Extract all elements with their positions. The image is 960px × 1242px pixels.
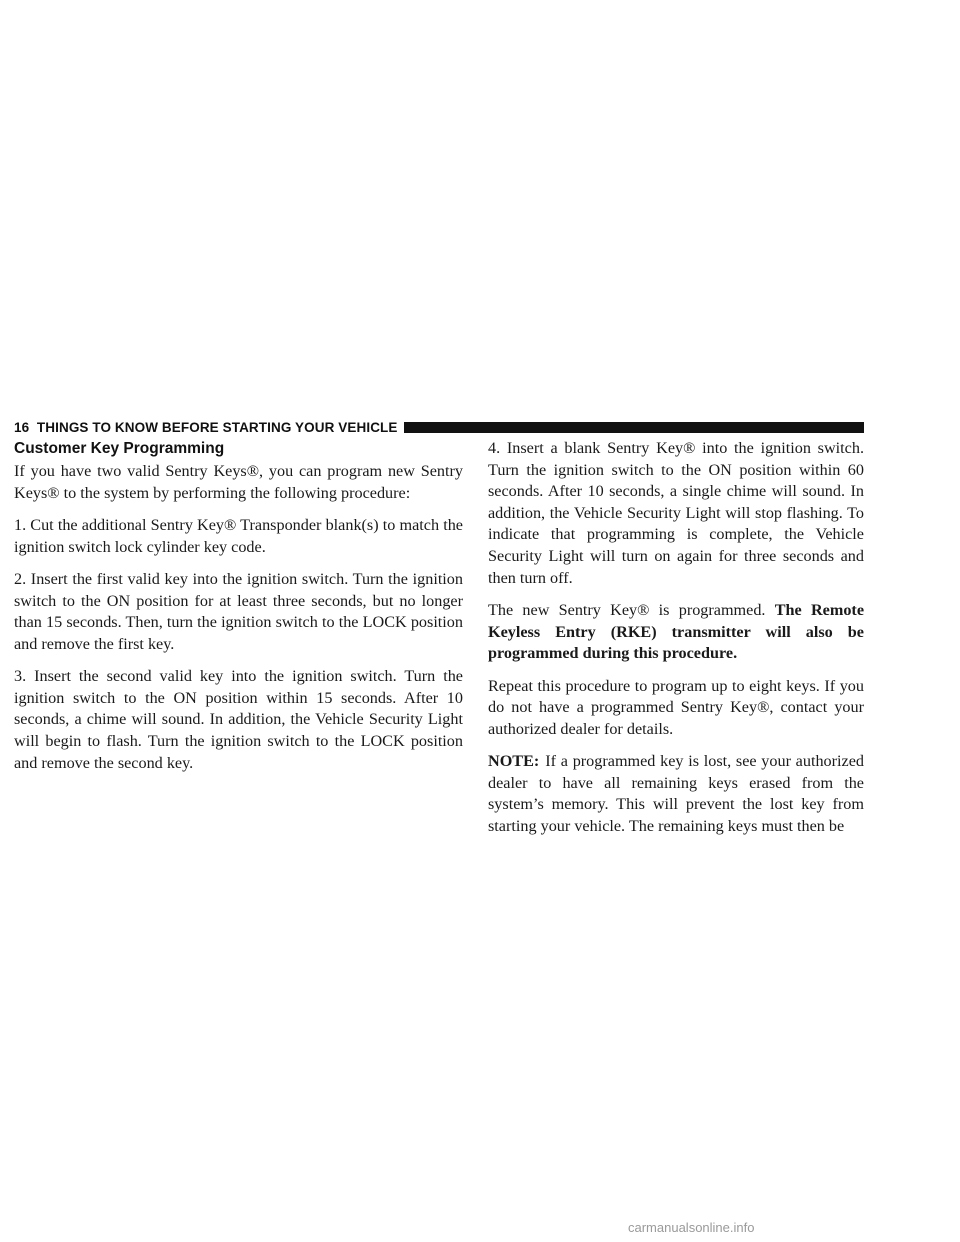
header-rule bbox=[404, 422, 865, 433]
note-text: If a programmed key is lost, see your authorized dealer to have all remaining keys erased from the system’s memory. This will prevent the lost key from starting your vehicle. The remaining keys must then be bbox=[488, 752, 864, 835]
running-header bbox=[14, 417, 864, 437]
intro-paragraph: If you have two valid Sentry Keys®, you can program new Sentry Keys® to the system by performing the following procedure: bbox=[14, 462, 463, 502]
section-title: Customer Key Programming bbox=[14, 440, 225, 457]
step-1: 1. Cut the additional Sentry Key® Transponder blank(s) to match the ignition switch lock cylinder key code. bbox=[14, 515, 463, 556]
right-column bbox=[488, 438, 864, 848]
rke-warning: The Remote Keyless Entry (RKE) transmitter will also be programmed during this procedure. bbox=[488, 600, 864, 663]
step-4: 4. Insert a blank Sentry Key® into the ignition switch. Turn the ignition switch to the ON position within 60 seconds. After 10 seconds, a single chime will sound. In addition, the Vehicle Security Light will stop flashing. To indicate that programming is complete, the Vehicle Security Light will turn on again for three seconds and then turn off. bbox=[488, 439, 864, 587]
programmed-text: The new Sentry Key® is programmed. bbox=[488, 600, 775, 619]
note-paragraph bbox=[488, 751, 864, 837]
step-2: 2. Insert the first valid key into the ignition switch. Turn the ignition switch to the ON position for at least three seconds, but no longer than 15 seconds. Then, turn the ignition switch to the LOCK position and remove the first key. bbox=[14, 569, 463, 653]
note-label: NOTE: bbox=[488, 752, 540, 771]
page-number: 16 bbox=[14, 419, 30, 435]
programmed-paragraph bbox=[488, 600, 864, 665]
step-3: 3. Insert the second valid key into the ignition switch. Turn the ignition switch to the ON position within 15 seconds. After 10 seconds, a chime will sound. In addition, the Vehicle Security Light will begin to flash. Turn the ignition switch to the LOCK position and remove the second key. bbox=[14, 667, 463, 772]
section-name: THINGS TO KNOW BEFORE STARTING YOUR VEHICLE bbox=[36, 419, 398, 435]
repeat-paragraph: Repeat this procedure to program up to eight keys. If you do not have a programmed Sentry Key®, contact your authorized dealer for details. bbox=[488, 676, 864, 738]
header-title bbox=[14, 420, 398, 435]
watermark: carmanualsonline.info bbox=[628, 1220, 755, 1235]
left-column bbox=[14, 438, 463, 785]
